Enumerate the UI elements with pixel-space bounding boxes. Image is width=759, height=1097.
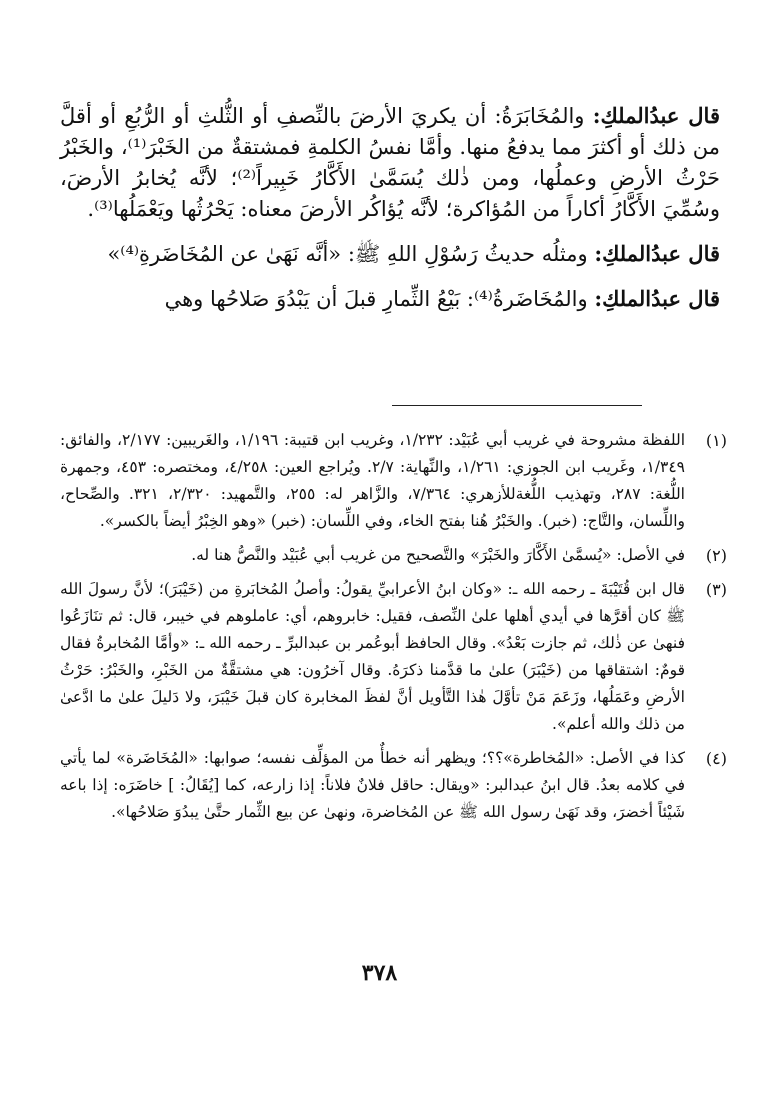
paragraph-text: ومثلُه حديثُ رَسُوْلِ اللهِ ﷺ: «أنَّه نَهَىٰ عن المُخَاضَرةِ⁽⁴⁾»	[107, 242, 595, 266]
footnote-3	[60, 576, 727, 738]
footnote-number: (٤)	[705, 749, 727, 768]
footnote-text: في الأصل: «يُسمَّىٰ الأَكَّارَ والخَبْرَ» والتَّصحيح من غريب أبي عُبَيْد والنَّصُّ هنا له.	[191, 546, 685, 564]
footnotes	[60, 427, 727, 833]
footnote-1	[60, 427, 727, 535]
footnote-number: (١)	[705, 431, 727, 450]
footnote-number: (٣)	[705, 580, 727, 599]
paragraph-3	[60, 283, 720, 315]
footnote-2	[60, 542, 727, 569]
page-number: ٣٧٨	[361, 960, 398, 986]
footnote-separator	[392, 405, 642, 406]
footnote-text: كذا في الأصل: «المُخاطرة»؟؟؛ ويظهر أنه خطأٌ من المؤلِّف نفسه؛ صوابها: «المُخَاضَرة» لما يأتي في كلامه بعدُ. قال ابنُ عبدالبر: «ويقال: حاقل فلانٌ فلاناً: إذا زارعه، كما [يُقَالُ: ] خاضَرَه: إذا باعه شَيْئاً أخضرَ، وقد نَهَىٰ رسول الله ﷺ عن المُخاضرة، ونهىٰ عن بيع الثِّمار حتَّىٰ يبدُوَ صَلاحُها».	[60, 749, 685, 821]
main-text	[60, 100, 720, 328]
speaker-label: قال عبدُالملكِ:	[592, 103, 720, 128]
paragraph-text: والمُخَابَرَةُ: أن يكريَ الأرضَ بالنِّصفِ أو الثُّلثِ أو الرُّبُعِ أو أقلَّ من ذلك أو أكثرَ مما يدفعُ منها. وأمَّا نفسُ الكلمةِ فمشتقةٌ من الخَبْرَ⁽¹⁾، والخَبْرُ حَرْثُ الأرضِ وعملُها، ومن ذٰلك يُسَمَّىٰ الأَكَّارُ خَبِيراً⁽²⁾؛ لأنَّه يُخابرُ الأرضَ، وسُمِّيَ الأَكَّارُ أكاراً من المُؤاكرة؛ لأنَّه يُؤاكُر الأرضَ معناه: يَحْرُثُها ويَعْمَلُها⁽³⁾.	[60, 104, 720, 221]
paragraph-1	[60, 100, 720, 225]
paragraph-text: والمُخَاضَرةُ⁽⁴⁾: بَيْعُ الثِّمارِ قبلَ أن يَبْدُوَ صَلاحُها وهي	[164, 287, 595, 311]
paragraph-2	[60, 238, 720, 270]
footnote-text: قال ابن قُتَيْبَةَ ـ رحمه الله ـ: «وكان ابنُ الأعرابيِّ يقولُ: وأصلُ المُخابَرةِ من (خَيْبَرَ)؛ لأنَّ رسولَ الله ﷺ كان أقرَّها في أيدي أهلها علىٰ النِّصف، فقيل: خابروهم، أي: عاملوهم في خيبر، قال: ثم تنَازَعُوا فنهىٰ عن ذٰلك، ثم جازت بَعْدُ». وقال الحافظ أبوعُمر بن عبدالبرِّ ـ رحمه الله ـ: «وأمَّا المُخابرةُ فقال قومٌ: اشتقاقها من (خَيْبَرَ) علىٰ ما قدَّمنا ذكرَهُ. وقال آخرُون: هي مشتقَّةٌ من الخَبْرِ، والخَبْرُ: حَرْثُ الأرضِ وعَمَلُها، وزَعَمَ مَنْ تأوَّلَ هٰذا التَّأويل أنَّ لفظَ المخابرة كان قبلَ خَيْبَرَ، ولا دَليلَ علىٰ ما ادَّعىٰ من ذلك والله أعلم».	[60, 580, 685, 733]
speaker-label: قال عبدُالملكِ:	[594, 286, 720, 311]
speaker-label: قال عبدُالملكِ:	[594, 241, 720, 266]
footnote-number: (٢)	[705, 546, 727, 565]
footnote-4	[60, 745, 727, 826]
footnote-text: اللفظة مشروحة في غريب أبي عُبَيْد: ١/٢٣٢، وغريب ابن قتيبة: ١/١٩٦، والغَريبين: ٢/١٧٧، والفائق: ١/٣٤٩، وغَريب ابن الجوزي: ١/٢٦١، والنِّهاية: ٢/٧. ويُراجع العين: ٤/٢٥٨، ومختصره: ٤٥٣، وجمهرة اللُّغة: ٢٨٧، وتهذيب اللُّغةللأزهري: ٧/٣٦٤، والزَّاهر له: ٢٥٥، والتَّمهيد: ٢/٣٢٠، ٣٢١. والصِّحاح، واللِّسان، والتَّاج: (خبر). والخَبْرُ هُنا بفتح الخاء، وفي اللِّسان: (خبر) «وهو الخِبْرُ أيضاً بالكسر».	[60, 431, 686, 530]
